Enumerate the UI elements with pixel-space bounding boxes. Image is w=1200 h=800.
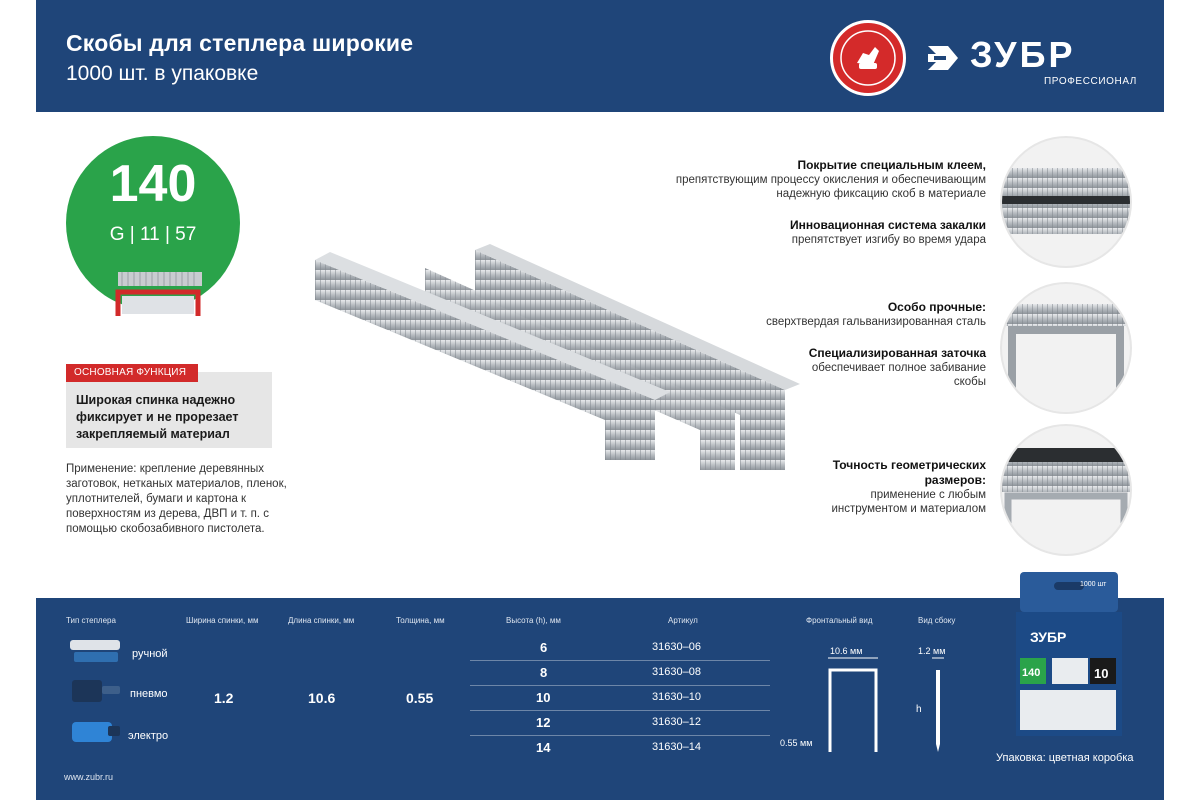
package-brand: ЗУБР <box>1030 629 1067 645</box>
table-divider <box>470 685 770 686</box>
main-function-tag: ОСНОВНАЯ ФУНКЦИЯ <box>66 364 198 382</box>
feature-hardening-text: препятствует изгибу во время удара <box>791 234 986 246</box>
side-width-label: 1.2 мм <box>918 646 946 656</box>
feature-precision <box>806 458 986 516</box>
table-divider <box>470 710 770 711</box>
header-length: Длина спинки, мм <box>288 616 355 625</box>
closeup-precision-image <box>1002 426 1130 554</box>
header-bar <box>36 0 1164 112</box>
usage-text: Применение: крепление деревянных заготовок, нетканых материалов, пленок, уплотнителей, бумаги и картона к поверхностям из дерева, ДВП и т. п. с помощью скобозабивного пистолета. <box>66 463 287 535</box>
stapler-type-pneumatic: пневмо <box>130 688 168 700</box>
feature-coating-title: Покрытие специальным клеем, <box>797 158 986 172</box>
row-article-8: 31630–08 <box>652 666 701 678</box>
brand-logo <box>924 36 1144 88</box>
row-height-6: 6 <box>540 640 548 655</box>
feature-precision-title: Точность геометрических размеров: <box>832 458 986 487</box>
stapler-type-electric: электро <box>128 730 169 742</box>
table-divider <box>470 660 770 661</box>
feature-precision-text: применение с любым инструментом и материалом <box>831 489 986 515</box>
feature-sharpening-text: обеспечивает полное забивание скобы <box>811 362 986 388</box>
header-front-view: Фронтальный вид <box>806 616 873 625</box>
feature-sharpening <box>786 346 986 389</box>
feature-strength <box>686 300 986 329</box>
feature-hardening <box>646 218 986 247</box>
header-width: Ширина спинки, мм <box>186 616 259 625</box>
brand-mark-icon <box>924 38 964 78</box>
row-height-12: 12 <box>536 715 551 730</box>
front-width-label: 10.6 мм <box>830 646 863 656</box>
thickness-value: 0.55 <box>406 690 434 706</box>
header-thickness: Толщина, мм <box>396 616 445 625</box>
row-article-6: 31630–06 <box>652 641 701 653</box>
staple-type-badge <box>66 136 240 310</box>
feature-strength-text: сверхтвердая гальванизированная сталь <box>766 316 986 328</box>
package-count: 1000 шт <box>1080 581 1107 588</box>
feature-strength-title: Особо прочные: <box>887 300 986 314</box>
row-article-12: 31630–12 <box>652 716 701 728</box>
header-height: Высота (h), мм <box>506 616 561 625</box>
quality-seal-icon <box>830 20 906 96</box>
thickness-label: 0.55 мм <box>780 738 813 748</box>
closeup-coating-image <box>1002 138 1130 266</box>
stapler-type-manual: ручной <box>132 648 168 660</box>
length-value: 10.6 <box>308 690 336 706</box>
header-side-view: Вид сбоку <box>918 616 956 625</box>
package-height: 10 <box>1094 666 1109 681</box>
staple-type-code: G | 11 | 57 <box>109 224 197 245</box>
height-label: h <box>916 704 922 715</box>
feature-coating <box>646 158 986 201</box>
row-height-8: 8 <box>540 665 548 680</box>
staple-strips-image <box>300 240 800 470</box>
table-divider <box>470 735 770 736</box>
main-function-box <box>66 372 272 448</box>
brand-subtitle: ПРОФЕССИОНАЛ <box>1044 76 1137 87</box>
page-subtitle: 1000 шт. в упаковке <box>66 62 259 85</box>
feature-coating-text: препятствующим процессу окисления и обеспечивающим надежную фиксацию скоб в материале <box>675 174 986 200</box>
manual-stapler-icon <box>68 636 124 666</box>
package-code: 140 <box>1022 667 1041 679</box>
closeup-strength-image <box>1002 284 1130 412</box>
header-stapler-type: Тип степлера <box>66 616 116 625</box>
page-title: Скобы для степлера широкие <box>66 30 414 56</box>
electric-stapler-icon <box>68 716 124 746</box>
width-value: 1.2 <box>214 690 234 706</box>
package-image <box>1010 572 1128 740</box>
feature-hardening-title: Инновационная система закалки <box>790 218 986 232</box>
side-view-diagram <box>926 656 950 756</box>
row-height-14: 14 <box>536 740 551 755</box>
row-height-10: 10 <box>536 690 551 705</box>
row-article-10: 31630–10 <box>652 691 701 703</box>
website-link[interactable]: www.zubr.ru <box>64 772 114 782</box>
front-view-diagram <box>820 656 886 756</box>
specs-panel <box>36 598 1164 800</box>
brand-name: ЗУБР <box>970 34 1076 75</box>
header-article: Артикул <box>668 616 698 625</box>
pneumatic-stapler-icon <box>68 676 124 706</box>
staple-icon <box>112 258 212 318</box>
main-function-text: Широкая спинка надежно фиксирует и не прорезает закрепляемый материал <box>76 393 239 441</box>
staple-type-number: 140 <box>109 155 197 213</box>
row-article-14: 31630–14 <box>652 741 701 753</box>
package-caption: Упаковка: цветная коробка <box>996 752 1134 764</box>
feature-sharpening-title: Специализированная заточка <box>808 346 986 360</box>
